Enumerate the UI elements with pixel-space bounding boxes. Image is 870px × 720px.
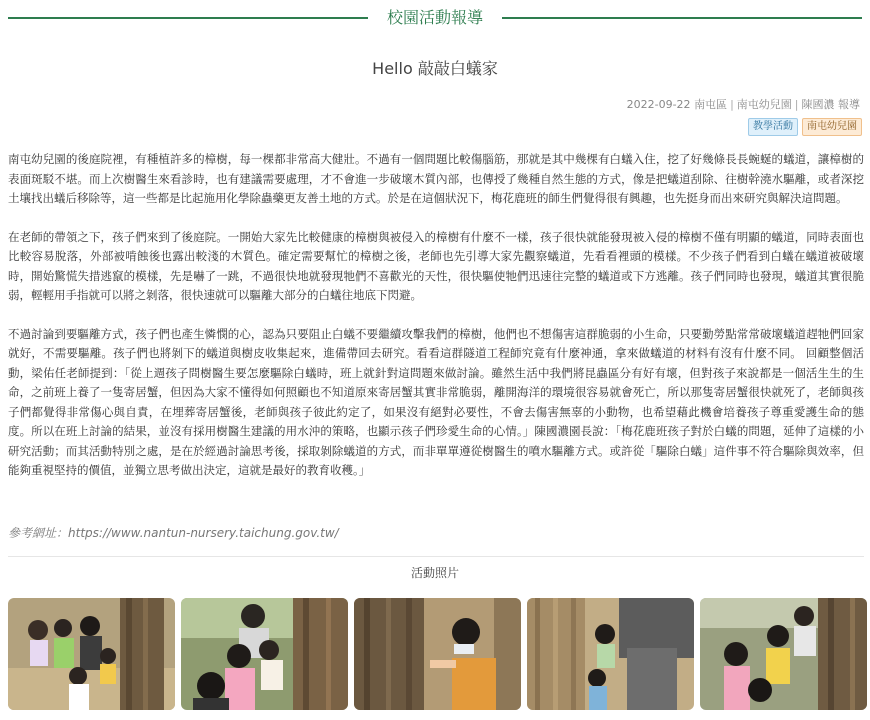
tag-teaching-activity[interactable]: 教學活動 bbox=[748, 118, 798, 136]
reference-label: 參考網址： bbox=[8, 526, 69, 540]
reference-link[interactable]: https://www.nantun-nursery.taichung.gov.tw/ bbox=[68, 526, 339, 540]
photo-gallery bbox=[8, 598, 867, 710]
article-meta: 2022-09-22 南屯區 | 南屯幼兒園 | 陳國濃 報導 bbox=[626, 98, 860, 111]
section-header bbox=[0, 6, 870, 30]
reference bbox=[8, 524, 339, 541]
photo-2[interactable] bbox=[181, 598, 348, 710]
photo-3-image bbox=[354, 598, 521, 710]
photo-3[interactable] bbox=[354, 598, 521, 710]
photo-4[interactable] bbox=[527, 598, 694, 710]
header-rule-right bbox=[502, 17, 862, 19]
article-paragraph: 在老師的帶領之下，孩子們來到了後庭院。一開始大家先比較健康的樟樹與被侵入的樟樹有什麼不一樣，孩子很快就能發現被入侵的樟樹不僅有明顯的蟻道，同時表面也比較容易脫落，外部被啃蝕後也露出較淺的木質色。確定需要幫忙的樟樹之後，老師也先引導大家先觀察蟻道，先看看裡頭的模樣。不少孩子們看到白蟻在蟻道被破壞時，開始驚慌失措逃竄的模樣，先是嚇了一跳，不過很快地就發現牠們不喜歡光的天性，很快驅使牠們迅速往完整的蟻道或下方逃離。孩子們同時也發現，蟻道其實很脆弱，輕輕用手指就可以將之剝落，很快速就可以驅離大部分的白蟻往地底下閃避。 bbox=[8, 229, 864, 302]
divider bbox=[8, 556, 864, 557]
photo-5[interactable] bbox=[700, 598, 867, 710]
section-title: 校園活動報導 bbox=[386, 8, 483, 27]
photo-1[interactable] bbox=[8, 598, 175, 710]
article-reporter: 陳國濃 報導 bbox=[801, 98, 860, 111]
photo-1-image bbox=[8, 598, 175, 710]
article-body bbox=[8, 150, 864, 500]
article-school: 南屯幼兒園 bbox=[736, 98, 792, 111]
article-date: 2022-09-22 bbox=[626, 98, 691, 111]
article-paragraph: 不過討論到要驅離方式，孩子們也產生憐憫的心，認為只要阻止白蟻不要繼續攻擊我們的樟樹，他們也不想傷害這群脆弱的小生命，只要勤勞點常常破壞蟻道趕牠們回家就好，不需要驅離。孩子們也將剝下的蟻道與樹皮收集起來，進備帶回去研究。看看這群隧道工程師究竟有什麼神通，拿來做蟻道的材料有沒有什麼不同。 回顧整個活動，梁佑任老師提到：「從上週孩子問樹醫生要怎麼驅除白蟻時，班上就針對這問題來做討論。雖然生活中我們將昆蟲區分有好有壞，但對孩子來說都是一個活生生的生命，之前班上養了一隻寄居蟹，但因為大家不懂得如何照顧也不知道原來寄居蟹其實非常脆弱，離開海洋的環境很容易就會死亡，所以那隻寄居蟹很快就死了，老師與孩子們都覺得非常傷心與自責，在埋葬寄居蟹後，老師與孩子彼此約定了，如果沒有絕對必要性，不會去傷害無辜的小動物，也希望藉此機會培養孩子尊重愛護生命的態度。所以在班上討論的結果，並沒有採用樹醫生建議的用水沖的策略，也顯示孩子們珍愛生命的心情。」陳國濃園長說：「梅花鹿班孩子對於白蟻的問題，延伸了這樣的小研究活動；而其活動特別之處，是在於經過討論思考後，採取剝除蟻道的方式，而非單單遵從樹醫生的噴水驅離方式。或許從「驅除白蟻」這件事不符合驅除與效率，但能夠重視堅持的價值，並獨立思考做出決定，這就是最好的教育收穫。」 bbox=[8, 326, 864, 477]
photos-title: 活動照片 bbox=[410, 566, 459, 580]
article-district: 南屯區 bbox=[694, 98, 728, 111]
article-title: Hello 敲敲白蟻家 bbox=[372, 59, 498, 78]
photo-5-image bbox=[700, 598, 867, 710]
tag-list bbox=[748, 118, 862, 136]
header-rule-left bbox=[8, 17, 368, 19]
tag-school[interactable]: 南屯幼兒園 bbox=[802, 118, 862, 136]
photo-2-image bbox=[181, 598, 348, 710]
photo-4-image bbox=[527, 598, 694, 710]
article-paragraph: 南屯幼兒園的後庭院裡，有種植許多的樟樹，每一棵都非常高大健壯。不過有一個問題比較傷腦筋，那就是其中幾棵有白蟻入住，挖了好幾條長長蜿蜒的蟻道，讓樟樹的表面斑駁不堪。而上次樹醫生來看診時，也有建議需要處理，才不會進一步破壞木質內部，也傳授了幾種自然生態的方式，像是把蟻道刮除、往樹幹澆水驅離，或者深挖土壤找出蟻后移除等，這一些都是比起施用化學除蟲藥更友善土地的方式。於是在這個狀況下，梅花鹿班的師生們覺得很有興趣，也先挺身而出來研究與解決這問題。 bbox=[8, 152, 864, 205]
